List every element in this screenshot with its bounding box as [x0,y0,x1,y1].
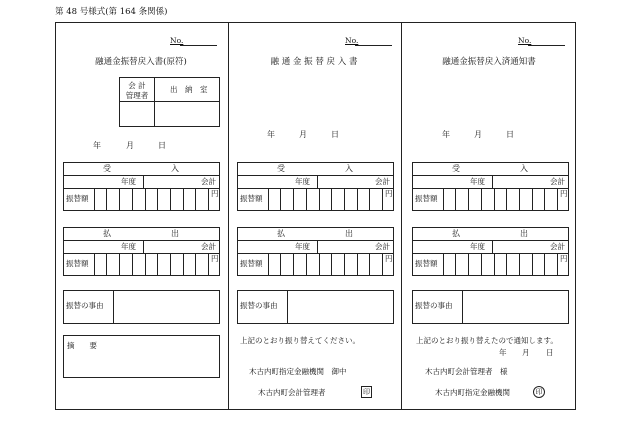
column-title: 融通金振替戻入書(原符) [95,57,187,67]
digit-cell-line [369,253,370,276]
square-seal-icon: 印 [363,388,370,396]
digit-cell-line [443,188,444,211]
receipt-header-right: 入 [520,164,528,173]
digit-cell-line [481,253,482,276]
digit-cell-line [306,253,307,276]
account-label: 会計 [375,177,390,186]
addressee-text: 木古内町指定金融機関 御中 [249,367,347,376]
notice-date-month-label: 月 [522,348,530,357]
digit-cell-line [506,188,507,211]
digit-cell-line [455,253,456,276]
remarks-label: 摘 要 [67,341,97,350]
digit-cell-line [468,188,469,211]
digit-cell-line [132,188,133,211]
notice-date-year-label: 年 [499,348,507,357]
digit-cell-line [468,253,469,276]
payment-header-left: 払 [452,229,460,238]
payment-table [412,227,569,276]
digit-cell-line [506,253,507,276]
yen-label: 円 [385,254,393,263]
digit-cell-line [494,253,495,276]
payment-header-left: 払 [103,229,111,238]
digit-cell-line [544,188,545,211]
digit-cell-line [170,188,171,211]
yen-label: 円 [211,189,219,198]
digit-cell-line [280,188,281,211]
sender-text: 木古内町指定金融機関 [435,388,510,397]
digit-cell-line [557,188,558,211]
digit-cell-line [319,253,320,276]
digit-cell-line [94,253,95,276]
document-number-label: No. [345,36,359,45]
account-label: 会計 [550,242,565,251]
digit-cell-line [357,253,358,276]
digit-cell-line [94,188,95,211]
sender-text: 木古内町会計管理者 [258,388,326,397]
digit-cell-line [119,188,120,211]
column-title: 融 通 金 振 替 戻 入 書 [270,57,358,67]
digit-cell-line [544,253,545,276]
digit-cell-line [183,253,184,276]
document-number-field[interactable] [528,45,565,46]
digit-cell-line [208,188,209,211]
digit-cell-line [183,188,184,211]
digit-cell-line [481,188,482,211]
digit-cell-line [382,253,383,276]
fiscal-year-label: 年度 [121,177,136,186]
receipt-header-left: 受 [452,164,460,173]
receipt-header-right: 入 [171,164,179,173]
digit-cell-line [557,253,558,276]
digit-cell-line [532,253,533,276]
date-day-label: 日 [506,130,514,139]
digit-cell-line [532,188,533,211]
digit-cell-line [170,253,171,276]
receipt-header-left: 受 [103,164,111,173]
fiscal-year-label: 年度 [295,242,310,251]
digit-cell-line [119,253,120,276]
transfer-reason-label: 振替の事由 [66,301,104,310]
digit-cell-line [195,188,196,211]
account-label: 会計 [375,242,390,251]
digit-cell-line [306,188,307,211]
receipt-table [63,162,220,211]
date-month-label: 月 [126,141,134,150]
payment-table [237,227,394,276]
treasury-office-label: 出 納 室 [170,85,208,94]
document-number-field[interactable] [355,45,392,46]
yen-label: 円 [560,254,568,263]
payment-header-right: 出 [345,229,353,238]
column-divider [228,22,229,410]
form-number-title: 第 48 号様式(第 164 条関係) [55,7,168,17]
digit-cell-line [132,253,133,276]
fiscal-year-label: 年度 [470,177,485,186]
digit-cell-line [157,253,158,276]
digit-cell-line [145,253,146,276]
transfer-amount-label: 振替額 [66,259,89,268]
digit-cell-line [519,188,520,211]
document-number-label: No. [170,36,184,45]
payment-header-right: 出 [171,229,179,238]
document-number-field[interactable] [180,45,217,46]
digit-cell-line [208,253,209,276]
date-month-label: 月 [474,130,482,139]
date-year-label: 年 [267,130,275,139]
digit-cell-line [331,253,332,276]
transfer-amount-label: 振替額 [415,194,438,203]
payment-header-left: 払 [277,229,285,238]
accounting-manager-label: 会 計 管理者 [125,81,149,100]
digit-cell-line [319,188,320,211]
yen-label: 円 [560,189,568,198]
receipt-table [412,162,569,211]
yen-label: 円 [211,254,219,263]
account-label: 会計 [550,177,565,186]
receipt-table [237,162,394,211]
digit-cell-line [268,253,269,276]
digit-cell-line [519,253,520,276]
account-label: 会計 [201,177,216,186]
digit-cell-line [280,253,281,276]
fiscal-year-label: 年度 [121,242,136,251]
payment-table [63,227,220,276]
receipt-header-right: 入 [345,164,353,173]
digit-cell-line [331,188,332,211]
document-number-label: No. [518,36,532,45]
transfer-reason-label: 振替の事由 [415,301,453,310]
digit-cell-line [268,188,269,211]
fiscal-year-label: 年度 [295,177,310,186]
column-divider [401,22,402,410]
transfer-amount-label: 振替額 [415,259,438,268]
digit-cell-line [106,253,107,276]
digit-cell-line [145,188,146,211]
receipt-header-left: 受 [277,164,285,173]
digit-cell-line [157,188,158,211]
notice-message: 上記のとおり振り替えたので通知します。 [416,336,558,345]
digit-cell-line [369,188,370,211]
transfer-amount-label: 振替額 [240,259,263,268]
digit-cell-line [443,253,444,276]
addressee-text: 木古内町会計管理者 様 [425,367,508,376]
digit-cell-line [293,253,294,276]
digit-cell-line [455,188,456,211]
account-label: 会計 [201,242,216,251]
notice-date-day-label: 日 [546,348,554,357]
transfer-amount-label: 振替額 [66,194,89,203]
column-title: 融通金振替戻入済通知書 [442,57,536,67]
digit-cell-line [344,253,345,276]
digit-cell-line [494,188,495,211]
digit-cell-line [344,188,345,211]
date-year-label: 年 [442,130,450,139]
payment-header-right: 出 [520,229,528,238]
digit-cell-line [106,188,107,211]
instruction-message: 上記のとおり振り替えてください。 [240,336,360,345]
date-day-label: 日 [158,141,166,150]
digit-cell-line [357,188,358,211]
digit-cell-line [382,188,383,211]
date-month-label: 月 [299,130,307,139]
round-seal-icon: 印 [533,386,545,398]
digit-cell-line [293,188,294,211]
transfer-amount-label: 振替額 [240,194,263,203]
date-year-label: 年 [93,141,101,150]
date-day-label: 日 [331,130,339,139]
digit-cell-line [195,253,196,276]
yen-label: 円 [385,189,393,198]
fiscal-year-label: 年度 [470,242,485,251]
transfer-reason-label: 振替の事由 [240,301,278,310]
